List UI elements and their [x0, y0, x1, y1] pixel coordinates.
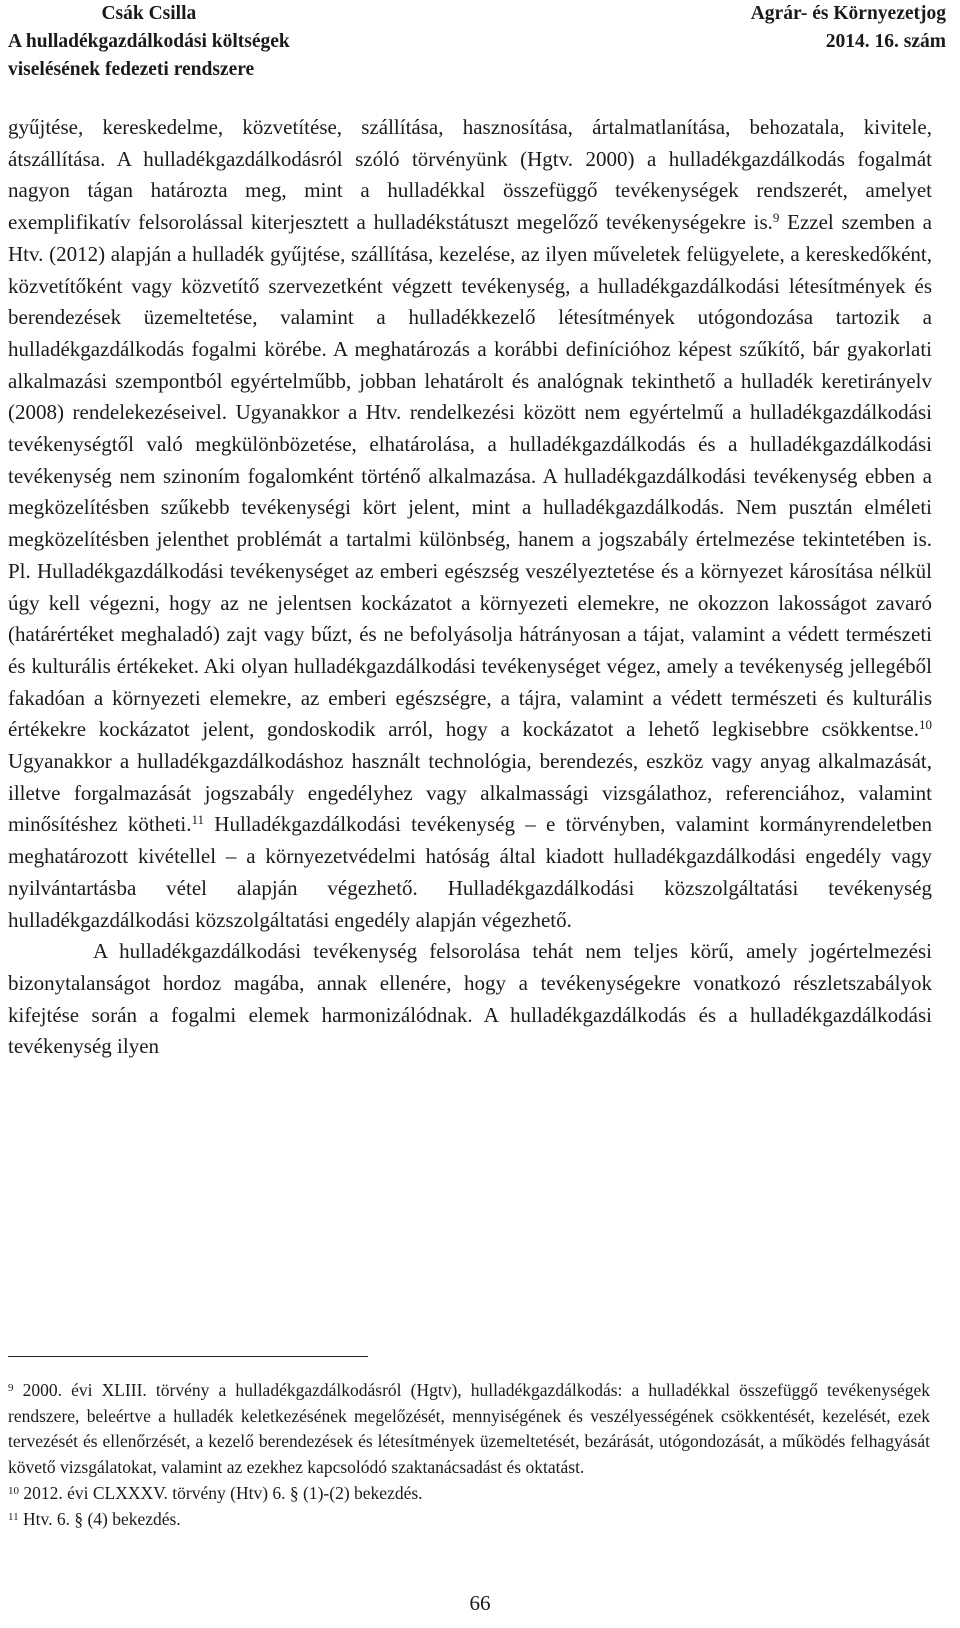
- footnote-ref-11[interactable]: 11: [191, 812, 205, 828]
- footnote-number: 9: [8, 1382, 14, 1394]
- footnotes: [8, 1378, 930, 1532]
- header-right: [751, 0, 946, 56]
- header-journal: Agrár- és Környezetjog: [750, 3, 946, 24]
- header-title-line-1: A hulladékgazdálkodási költségek: [8, 31, 290, 52]
- footnote-11: [8, 1507, 930, 1533]
- header-left: [8, 0, 290, 84]
- footnote-separator: [8, 1356, 368, 1357]
- paragraph-2: A hulladékgazdálkodási tevékenység felsorolása tehát nem teljes körű, amely jogértelmezési bizonytalanságot hordoz magába, annak ellenére, hogy a tevékenységekre vonatkozó részletszabályok kifejtése során a fogalmi elemek harmonizálódnak. A hulladékgazdálkodás és a hulladékgazdálkodási tevékenység ilyen: [8, 939, 932, 1059]
- page-number: 66: [469, 1591, 491, 1615]
- footnote-text: 2000. évi XLIII. törvény a hulladékgazdálkodásról (Hgtv), hulladékgazdálkodás: a hulladékkal összefüggő tevékenységek rendszere, beleértve a hulladék keletkezésének megelőzését, mennyiségének és veszélyességének csökkentését, kezelését, ezek tervezését és ellenőrzését, a kezelő berendezések és létesítmények üzemeltetését, bezárását, utógondozását, a működés felhagyását követő vizsgálatokat, valamint az ezekhez kapcsolódó szaktanácsadást és oktatást.: [8, 1380, 930, 1478]
- header-title-line-2: viselésének fedezeti rendszere: [8, 59, 255, 80]
- footnote-text: Htv. 6. § (4) bekezdés.: [18, 1508, 181, 1529]
- paragraph-1-part-b: Ezzel szemben a Htv. (2012) alapján a hulladék gyűjtése, szállítása, kezelése, az ilyen műveletek felügyelete, a kereskedőként, közvetítőként vagy közvetítő szervezetként végzett tevékenység, a hulladékgazdálkodási létesítmények és berendezések üzemeltetése, valamint a hulladékkezelő létesítmények utógondozása tartozik a hulladékgazdálkodás fogalmi körébe. A meghatározás a korábbi definícióhoz képest szűkítő, bár gyakorlati alkalmazási szempontból egyértelműbb, jobban lehatárolt és analógnak tekinthető a hulladék keretirányelv (2008) rendelekezéseivel. Ugyanakkor a Htv. rendelkezési között nem egyértelmű a hulladékgazdálkodási tevékenységtől való megkülönbözetése, elhatárolása, a hulladékgazdálkodás és a hulladékgazdálkodási tevékenység nem szinoním fogalomként történő alkalmazása. A hulladékgazdálkodási tevékenység ebben a megközelítésben szűkebb tevékenységi kört jelent, mint a hulladékgazdálkodás. Nem pusztán elméleti megközelítésben jelenthet problémát a tartalmi különbség, hanem a jogszabály értelmezése tekintetében is. Pl. Hulladékgazdálkodási tevékenységet az emberi egészség veszélyeztetése és a környezet károsítása nélkül úgy kell végezni, hogy az ne jelentsen kockázatot a környezeti elemekre, ne okozzon lakosságot zavaró (határértéket meghaladó) zajt vagy bűzt, és ne befolyásolja hátrányosan a tájat, valamint a védett természeti és kulturális értékeket. Aki olyan hulladékgazdálkodási tevékenységet végez, amely a tevékenység jellegéből fakadóan a környezeti elemekre, az emberi egészségre, a tájra, valamint a védett természeti és kulturális értékekre kockázatot jelent, gondoskodik arról, hogy a kockázatot a lehető legkisebbre csökkentse.: [8, 210, 932, 742]
- running-header: [0, 0, 960, 82]
- footnote-ref-10[interactable]: 10: [919, 717, 932, 733]
- paragraph-1-part-c: Ugyanakkor a hulladékgazdálkodáshoz használt technológia, berendezés, eszköz vagy anyag alkalmazását, illetve forgalmazását jogszabály engedélyhez vagy alkalmassági vizsgálathoz, referenciához, valamint minősítéshez kötheti.: [8, 749, 932, 837]
- footnote-number: 10: [8, 1484, 19, 1497]
- paragraph-1-part-a: gyűjtése, kereskedelme, közvetítése, szállítása, hasznosítása, ártalmatlanítása, behozatala, kivitele, átszállítása. A hulladékgazdálkodásról szóló törvényünk (Hgtv. 2000) a hulladékgazdálkodás fogalmát nagyon tágan határozta meg, mint a hulladékkal összefüggő tevékenységek rendszerét, amelyet exemplifikatív felsorolással kiterjesztett a hulladékstátuszt megelőző tevékenységekre is.: [8, 115, 932, 235]
- footnote-ref-9[interactable]: 9: [772, 210, 780, 226]
- paragraph-1: [8, 112, 932, 936]
- footnote-text: 2012. évi CLXXXV. törvény (Htv) 6. § (1)-(2) bekezdés.: [19, 1482, 423, 1503]
- body-text: [8, 112, 932, 1063]
- footnote-9: [8, 1378, 930, 1481]
- footnote-number: 11: [8, 1510, 19, 1523]
- header-author: Csák Csilla: [101, 3, 197, 24]
- header-issue: 2014. 16. szám: [825, 31, 946, 52]
- paragraph-1-part-d: Hulladékgazdálkodási tevékenység – e törvényben, valamint kormányrendeletben meghatározott kivétellel – a környezetvédelmi hatóság által kiadott hulladékgazdálkodási engedély vagy nyilvántartásba vétel alapján végezhető. Hulladékgazdálkodási közszolgáltatási tevékenység hulladékgazdálkodási közszolgáltatási engedély alapján végezhető.: [8, 812, 932, 932]
- footnote-10: [8, 1481, 930, 1507]
